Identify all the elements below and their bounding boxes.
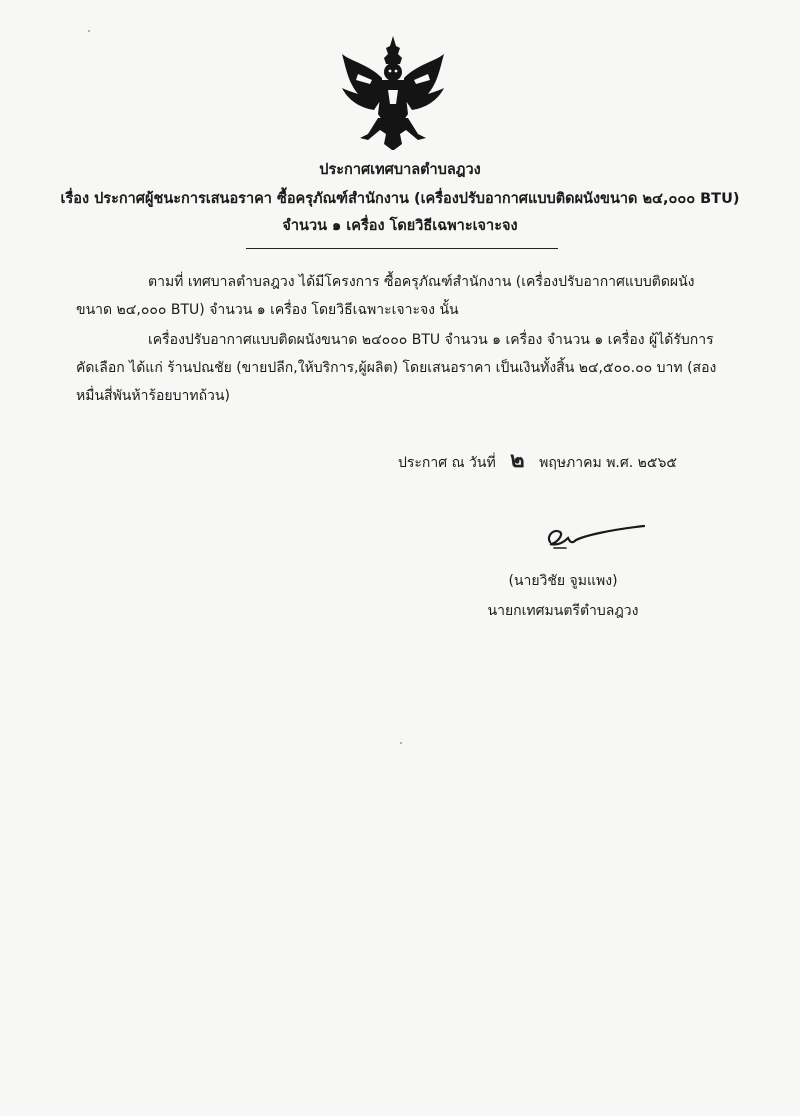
- title-divider: [246, 248, 558, 249]
- signatory-name: (นายวิชัย จูมแพง): [508, 573, 618, 589]
- announcement-subject: เรื่อง ประกาศผู้ชนะการเสนอราคา ซื้อครุภัณฑ์สำนักงาน (เครื่องปรับอากาศแบบติดผนังขนาด ๒๔,๐๐๐ BTU): [60, 191, 740, 207]
- handwritten-signature: [538, 518, 648, 554]
- date-month-year: พฤษภาคม พ.ศ. ๒๕๖๕: [539, 455, 677, 471]
- paper-speck: [88, 30, 90, 32]
- body-paragraph-2: เครื่องปรับอากาศแบบติดผนังขนาด ๒๔๐๐๐ BTU จำนวน ๑ เครื่อง จำนวน ๑ เครื่อง ผู้ได้รับการคัดเลือก ได้แก่ ร้านปณชัย (ขายปลีก,ให้บริการ,ผู้ผลิต) โดยเสนอราคา เป็นเงินทั้งสิ้น ๒๔,๕๐๐.๐๐ บาท (สองหมื่นสี่พันห้าร้อยบาทถ้วน): [76, 332, 717, 404]
- signatory-position: นายกเทศมนตรีตำบลฎวง: [487, 603, 639, 619]
- garuda-emblem-icon: [338, 34, 448, 152]
- announcement-subject-continued: จำนวน ๑ เครื่อง โดยวิธีเฉพาะเจาะจง: [282, 218, 518, 234]
- date-prefix: ประกาศ ณ วันที่: [398, 455, 496, 471]
- body-paragraph-1: ตามที่ เทศบาลตำบลฎวง ได้มีโครงการ ซื้อครุภัณฑ์สำนักงาน (เครื่องปรับอากาศแบบติดผนังขนาด ๒๔,๐๐๐ BTU) จำนวน ๑ เครื่อง โดยวิธีเฉพาะเจาะจง นั้น: [76, 274, 695, 318]
- paper-speck: [400, 742, 402, 744]
- announcement-title: ประกาศเทศบาลตำบลฎวง: [319, 162, 481, 178]
- announcement-date: [398, 442, 677, 477]
- date-day: ๒: [510, 447, 525, 473]
